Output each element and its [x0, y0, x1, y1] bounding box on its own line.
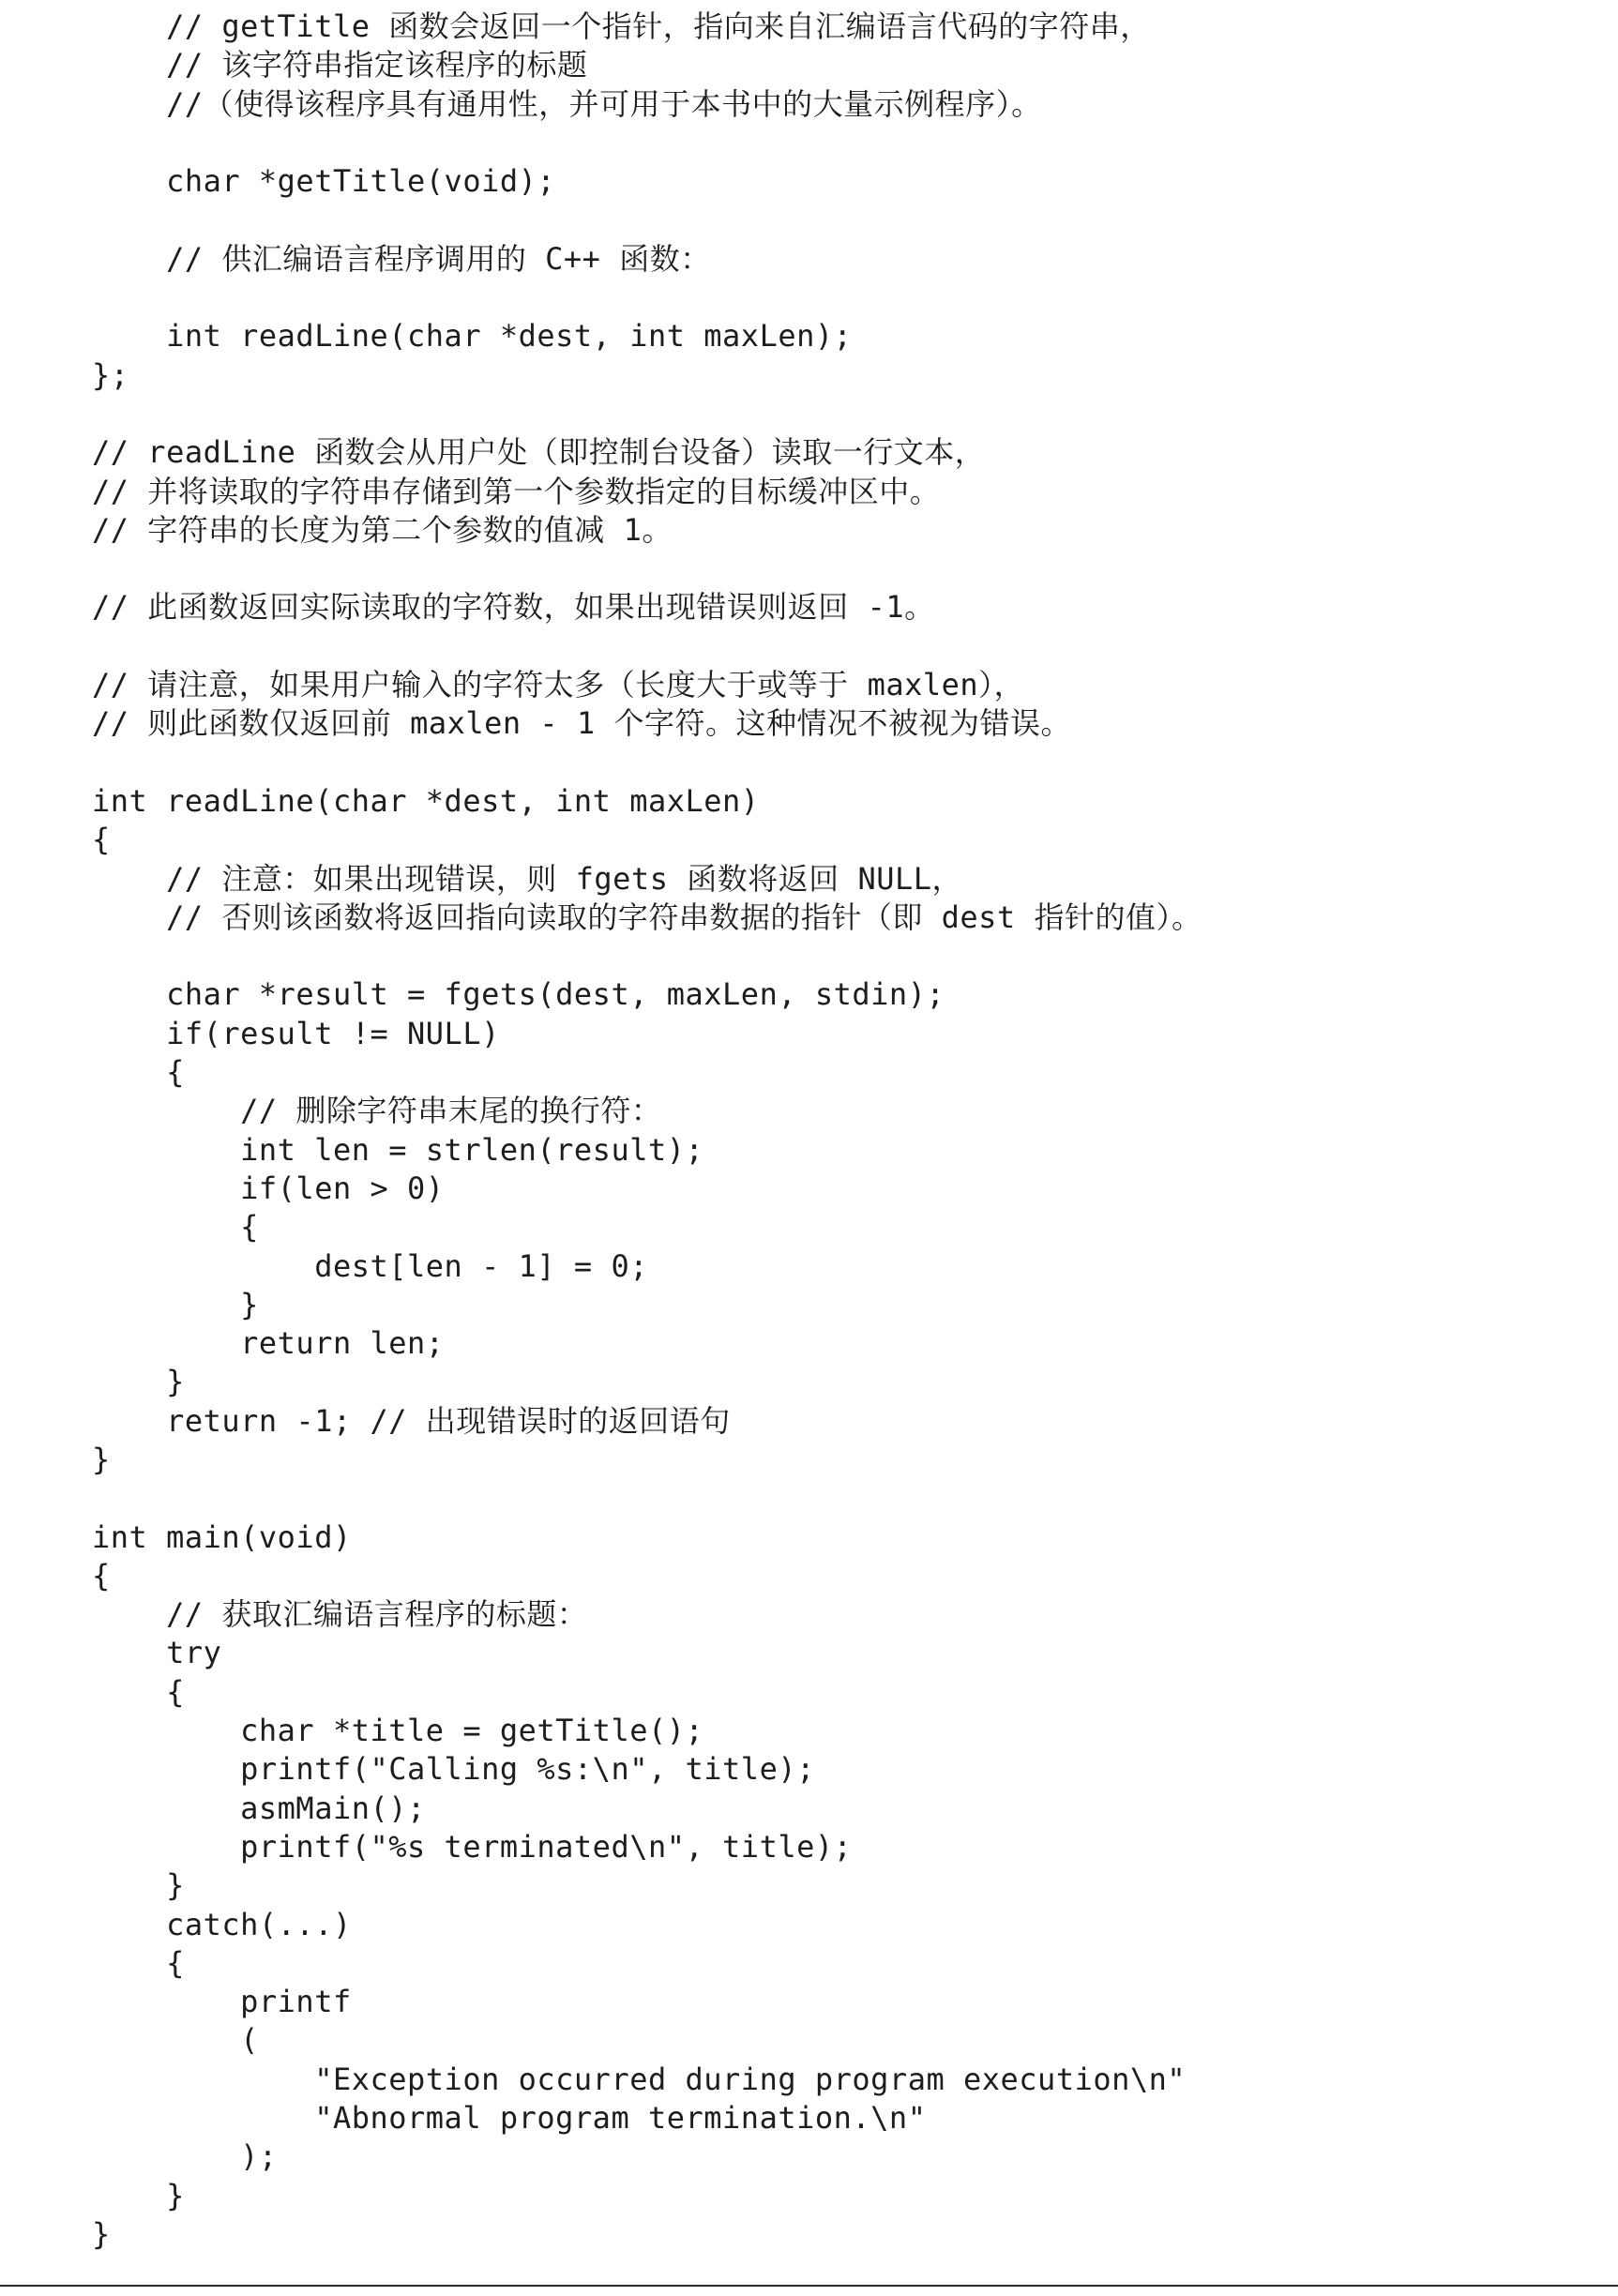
- code-line: {: [92, 1209, 259, 1246]
- code-line: asmMain();: [92, 1790, 426, 1826]
- code-line: printf("Calling %s:\n", title);: [92, 1751, 815, 1788]
- code-line: // 并将读取的字符串存储到第一个参数指定的目标缓冲区中。: [92, 473, 941, 509]
- code-line: char *getTitle(void);: [92, 163, 556, 200]
- code-line: int len = strlen(result);: [92, 1131, 704, 1168]
- code-line: return -1; // 出现错误时的返回语句: [92, 1402, 731, 1439]
- code-line: {: [92, 1944, 185, 1981]
- code-line: // 此函数返回实际读取的字符数，如果出现错误则返回 -1。: [92, 589, 935, 626]
- code-line: printf: [92, 1984, 352, 2020]
- code-line: [92, 744, 1202, 782]
- code-line: printf("%s terminated\n", title);: [92, 1828, 853, 1865]
- code-line: }: [92, 1867, 185, 1904]
- code-line: // getTitle 函数会返回一个指针，指向来自汇编语言代码的字符串，: [92, 8, 1151, 44]
- code-line: // 则此函数仅返回前 maxlen - 1 个字符。这种情况不被视为错误。: [92, 705, 1071, 742]
- code-line: //（使得该程序具有通用性，并可用于本书中的大量示例程序）。: [92, 85, 1042, 122]
- code-line: [92, 1479, 1202, 1518]
- code-line: }: [92, 2177, 185, 2213]
- code-line: if(len > 0): [92, 1170, 445, 1206]
- code-line: [92, 550, 1202, 588]
- code-line: }: [92, 2215, 111, 2252]
- code-line: "Exception occurred during program execution\n": [92, 2061, 1187, 2097]
- code-line: );: [92, 2138, 278, 2175]
- code-line: {: [92, 1557, 111, 1594]
- code-line: }: [92, 1441, 111, 1477]
- code-line: int readLine(char *dest, int maxLen);: [92, 318, 853, 355]
- code-line: };: [92, 356, 129, 393]
- code-line: [92, 627, 1202, 666]
- code-line: {: [92, 822, 111, 858]
- code-line: char *result = fgets(dest, maxLen, stdin);: [92, 976, 945, 1013]
- code-line: [92, 201, 1202, 239]
- code-line: if(result != NULL): [92, 1015, 500, 1051]
- code-line: // 请注意，如果用户输入的字符太多（长度大于或等于 maxlen），: [92, 667, 1025, 703]
- code-line: }: [92, 1286, 259, 1322]
- code-line: // 字符串的长度为第二个参数的值减 1。: [92, 511, 673, 548]
- code-line: [92, 937, 1202, 975]
- code-line: [92, 124, 1202, 162]
- code-line: // 否则该函数将返回指向读取的字符串数据的指针（即 dest 指针的值）。: [92, 899, 1202, 935]
- bottom-rule: [0, 2285, 1618, 2287]
- code-line: return len;: [92, 1325, 445, 1362]
- code-line: // 删除字符串末尾的换行符：: [92, 1093, 662, 1129]
- code-line: (: [92, 2022, 259, 2059]
- code-line: char *title = getTitle();: [92, 1713, 704, 1749]
- code-line: {: [92, 1054, 185, 1091]
- code-line: // 供汇编语言程序调用的 C++ 函数：: [92, 240, 711, 277]
- code-line: "Abnormal program termination.\n": [92, 2100, 927, 2137]
- code-line: [92, 395, 1202, 433]
- code-line: {: [92, 1673, 185, 1710]
- code-line: int readLine(char *dest, int maxLen): [92, 782, 760, 819]
- code-line: int main(void): [92, 1518, 352, 1555]
- code-line: }: [92, 1364, 185, 1400]
- code-line: try: [92, 1635, 222, 1671]
- code-listing: [92, 8, 1202, 2254]
- code-line: dest[len - 1] = 0;: [92, 1247, 648, 1284]
- code-line: // readLine 函数会从用户处（即控制台设备）读取一行文本，: [92, 434, 986, 471]
- code-line: // 获取汇编语言程序的标题：: [92, 1596, 588, 1633]
- code-line: catch(...): [92, 1906, 352, 1942]
- code-line: [92, 279, 1202, 317]
- code-line: // 该字符串指定该程序的标题: [92, 47, 588, 83]
- code-line: // 注意：如果出现错误，则 fgets 函数将返回 NULL，: [92, 860, 963, 897]
